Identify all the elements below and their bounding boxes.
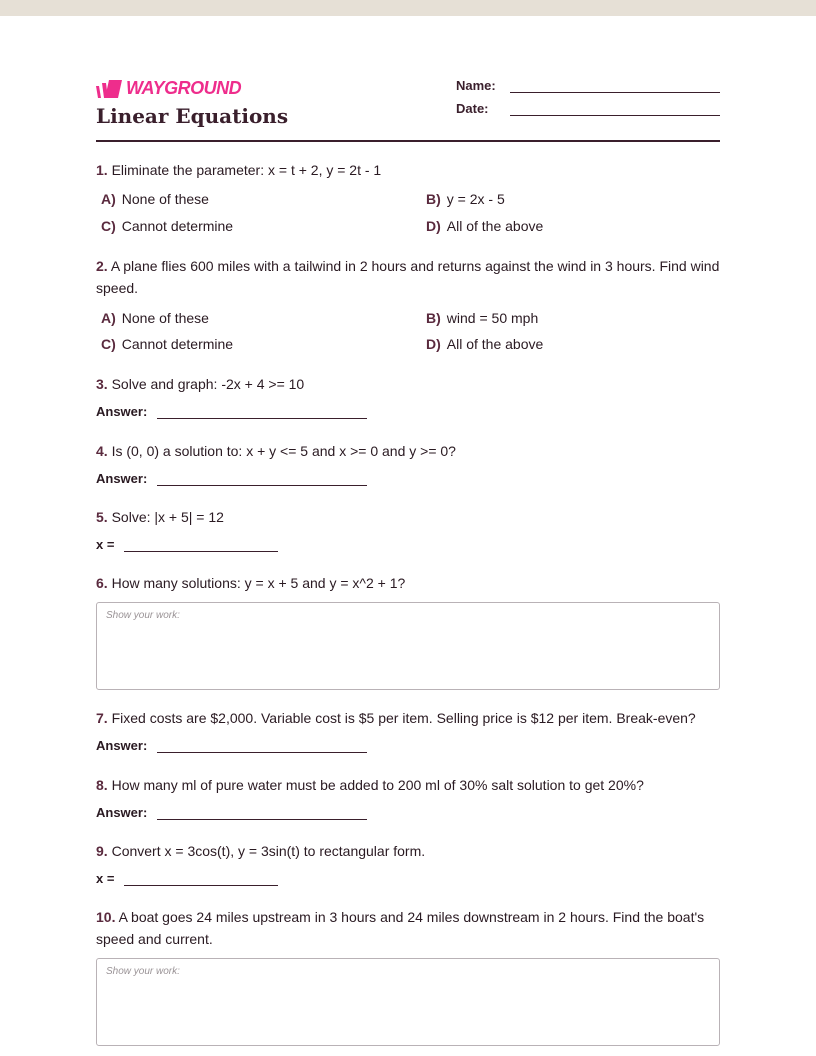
question-number: 7. [96, 710, 108, 726]
work-placeholder: Show your work: [106, 610, 180, 621]
question-number: 8. [96, 777, 108, 793]
question-10 [96, 906, 720, 950]
question-text: How many ml of pure water must be added to 200 ml of 30% salt solution to get 20%? [111, 777, 644, 793]
name-line[interactable] [510, 78, 720, 93]
question-4 [96, 440, 720, 462]
answer-label: Answer: [96, 805, 148, 820]
brand-logo [96, 78, 241, 99]
question-text: How many solutions: y = x + 5 and y = x^2 + 1? [111, 575, 406, 591]
question-text: Is (0, 0) a solution to: x + y <= 5 and x >= 0 and y >= 0? [111, 443, 456, 459]
option-b[interactable]: B) wind = 50 mph [426, 310, 539, 326]
question-text: Fixed costs are $2,000. Variable cost is $5 per item. Selling price is $12 per item. Break-even? [111, 710, 696, 726]
option-d[interactable]: D) All of the above [426, 218, 544, 234]
question-1 [96, 159, 720, 181]
question-9 [96, 840, 720, 862]
question-8 [96, 774, 720, 796]
question-text: Eliminate the parameter: x = t + 2, y = 2t - 1 [111, 162, 382, 178]
option-d[interactable]: D) All of the above [426, 336, 544, 352]
question-text: Solve and graph: -2x + 4 >= 10 [111, 376, 305, 392]
question-text: Solve: |x + 5| = 12 [111, 509, 224, 525]
question-text: Convert x = 3cos(t), y = 3sin(t) to rectangular form. [111, 843, 426, 859]
question-number: 4. [96, 443, 108, 459]
question-number: 5. [96, 509, 108, 525]
answer-line[interactable] [124, 537, 278, 552]
answer-field [96, 537, 278, 552]
logo-icon [96, 80, 122, 98]
question-number: 6. [96, 575, 108, 591]
work-box[interactable] [96, 958, 720, 1046]
question-7 [96, 707, 720, 729]
answer-label: Answer: [96, 738, 148, 753]
worksheet-title: Linear Equations [96, 104, 289, 128]
answer-field [96, 805, 367, 820]
question-6 [96, 572, 720, 594]
worksheet-page [0, 16, 816, 1056]
worksheet-header [96, 16, 720, 142]
question-3 [96, 373, 720, 395]
answer-field [96, 738, 367, 753]
name-field [456, 78, 720, 93]
worksheet-content [96, 16, 720, 977]
answer-label: x = [96, 871, 115, 886]
work-box[interactable] [96, 602, 720, 690]
option-c[interactable]: C) Cannot determine [101, 218, 234, 234]
question-2 [96, 255, 720, 299]
date-line[interactable] [510, 101, 720, 116]
option-a[interactable]: A) None of these [101, 191, 209, 207]
answer-line[interactable] [157, 471, 367, 486]
question-text: A boat goes 24 miles upstream in 3 hours and 24 miles downstream in 2 hours. Find the boat's speed and current. [96, 909, 705, 947]
question-number: 2. [96, 258, 108, 274]
answer-label: Answer: [96, 471, 148, 486]
name-label: Name: [456, 78, 496, 93]
option-b[interactable]: B) y = 2x - 5 [426, 191, 505, 207]
answer-label: Answer: [96, 404, 148, 419]
option-a[interactable]: A) None of these [101, 310, 209, 326]
answer-label: x = [96, 537, 115, 552]
answer-line[interactable] [157, 738, 367, 753]
date-label: Date: [456, 101, 489, 116]
work-placeholder: Show your work: [106, 966, 180, 977]
question-5 [96, 506, 720, 528]
answer-field [96, 404, 367, 419]
answer-line[interactable] [124, 871, 278, 886]
question-number: 10. [96, 909, 116, 925]
date-field [456, 101, 720, 116]
answer-field [96, 471, 367, 486]
answer-line[interactable] [157, 404, 367, 419]
answer-field [96, 871, 278, 886]
answer-line[interactable] [157, 805, 367, 820]
question-number: 1. [96, 162, 108, 178]
question-number: 3. [96, 376, 108, 392]
question-number: 9. [96, 843, 108, 859]
option-c[interactable]: C) Cannot determine [101, 336, 234, 352]
brand-name: WAYGROUND [126, 78, 242, 98]
question-text: A plane flies 600 miles with a tailwind in 2 hours and returns against the wind in 3 hours. Find wind speed. [96, 258, 720, 296]
